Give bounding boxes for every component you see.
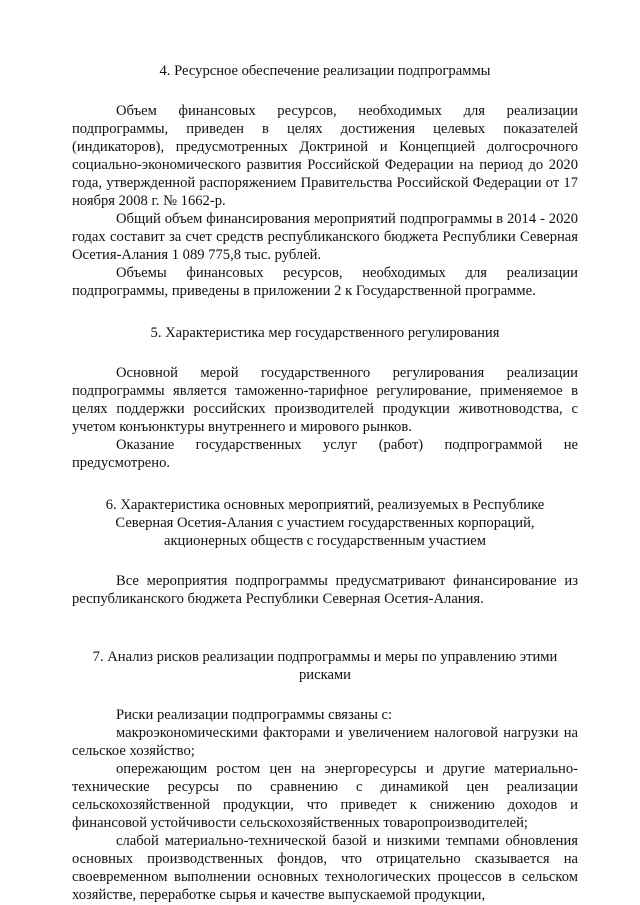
section-4-paragraph: Общий объем финансирования мероприятий подпрограммы в 2014 - 2020 годах составит за счет средств республиканского бюджета Республики Северная Осетия-Алания 1 089 775,8 тыс. рублей. (72, 211, 578, 263)
section-7-title: 7. Анализ рисков реализации подпрограммы и меры по управлению этими рисками (92, 649, 558, 683)
section-5 (72, 324, 578, 472)
section-7-paragraph: Риски реализации подпрограммы связаны с: (116, 707, 393, 723)
section-4 (72, 62, 578, 300)
section-7-paragraph: опережающим ростом цен на энергоресурсы и другие материально-технические ресурсы по сравнению с динамикой цен реализации сельскохозяйственной продукции, что приведет к снижению доходов и финансовой устойчивости сельскохозяйственных товаропроизводителей; (72, 761, 578, 831)
section-4-paragraph: Объем финансовых ресурсов, необходимых для реализации подпрограммы, приведен в целях достижения целевых показателей (индикаторов), предусмотренных Доктриной и Концепцией долгосрочного социально-экономического развития Российской Федерации на период до 2020 года, утвержденной распоряжением Правительства Российской Федерации от 17 ноября 2008 г. № 1662-р. (72, 103, 578, 209)
section-6-paragraph: Все мероприятия подпрограммы предусматривают финансирование из республиканского бюджета Республики Северная Осетия-Алания. (72, 573, 578, 607)
section-6-title: 6. Характеристика основных мероприятий, реализуемых в Республике Северная Осетия-Алания с участием государственных корпораций, акционерных обществ с государственным участием (105, 497, 545, 549)
section-6 (72, 496, 578, 608)
section-7-paragraph: слабой материально-технической базой и низкими темпами обновления основных производственных фондов, что отрицательно сказывается на своевременном выполнении основных технологических процессов в сельском хозяйстве, переработке сырья и качестве выпускаемой продукции, (72, 833, 578, 903)
section-5-paragraph: Основной мерой государственного регулирования реализации подпрограммы является таможенно-тарифное регулирование, применяемое в целях поддержки российских производителей продукции животноводства, с учетом конъюнктуры внутреннего и мирового рынков. (72, 365, 578, 435)
section-5-paragraph: Оказание государственных услуг (работ) подпрограммой не предусмотрено. (72, 437, 578, 471)
section-4-paragraph: Объемы финансовых ресурсов, необходимых для реализации подпрограммы, приведены в приложении 2 к Государственной программе. (72, 265, 578, 299)
section-5-title: 5. Характеристика мер государственного регулирования (150, 325, 500, 341)
section-7 (72, 648, 578, 904)
section-4-title: 4. Ресурсное обеспечение реализации подпрограммы (159, 63, 491, 79)
section-7-paragraph: макроэкономическими факторами и увеличением налоговой нагрузки на сельское хозяйство; (72, 725, 578, 759)
